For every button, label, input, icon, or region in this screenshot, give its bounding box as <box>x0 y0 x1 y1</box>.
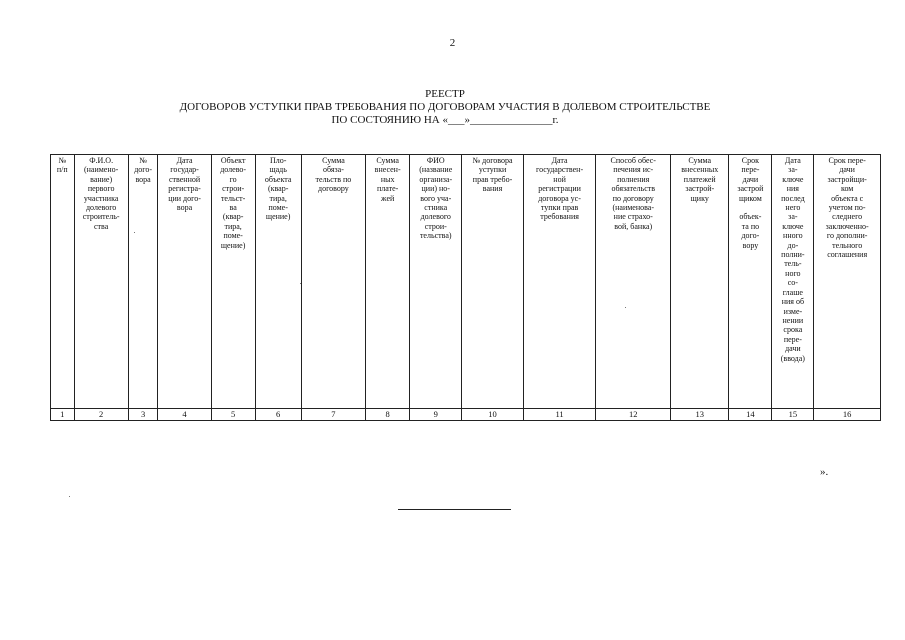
column-number: 12 <box>596 409 671 421</box>
column-number: 8 <box>366 409 410 421</box>
column-number: 4 <box>158 409 211 421</box>
column-number: 16 <box>814 409 881 421</box>
column-header-text: № договора уступки прав требо- вания <box>472 156 513 194</box>
closing-quote: ». <box>820 466 829 478</box>
column-header-text: Способ обес- печения ис- полнения обязательств по договору (наименова- ние страхо- вой, банка) <box>610 156 656 231</box>
column-header-text: Срок пере- дачи застройщи- ком объекта с учетом по- следнего заключенно- го дополни- тельного соглашения <box>825 156 869 260</box>
column-number: 3 <box>128 409 158 421</box>
column-header <box>729 155 772 409</box>
column-header <box>366 155 410 409</box>
registry-table <box>50 154 881 421</box>
column-header <box>596 155 671 409</box>
column-header-text: № п/п <box>56 156 68 175</box>
scan-speck <box>625 307 626 308</box>
column-number: 5 <box>211 409 255 421</box>
title-subject: ДОГОВОРОВ УСТУПКИ ПРАВ ТРЕБОВАНИЯ ПО ДОГОВОРАМ УЧАСТИЯ В ДОЛЕВОМ СТРОИТЕЛЬСТВЕ <box>179 101 711 113</box>
column-header <box>462 155 523 409</box>
column-number: 2 <box>74 409 128 421</box>
column-header-text: Срок пере- дачи застрой щиком объек- та по дого- вору <box>737 156 764 250</box>
scan-speck <box>69 496 70 497</box>
column-header <box>814 155 881 409</box>
scan-speck <box>300 283 301 284</box>
header-row <box>51 155 881 409</box>
column-header <box>74 155 128 409</box>
column-header <box>128 155 158 409</box>
column-header <box>410 155 462 409</box>
column-header-text: Сумма обяза- тельств по договору <box>315 156 352 194</box>
title-registry: РЕЕСТР <box>425 88 465 100</box>
column-header <box>523 155 596 409</box>
column-header <box>211 155 255 409</box>
column-header-text: Объект долево- го строи- тельст- ва (квар- тира, поме- щение) <box>220 156 247 250</box>
column-header <box>158 155 211 409</box>
column-header-text: Дата государствен- ной регистрации договора ус- тупки прав требования <box>536 156 584 222</box>
scan-speck <box>134 232 135 233</box>
column-header <box>772 155 814 409</box>
column-header <box>671 155 729 409</box>
column-header-text: Дата государ- ственной регистра- ции дого- вора <box>168 156 201 213</box>
column-header <box>301 155 365 409</box>
column-number: 15 <box>772 409 814 421</box>
column-header <box>51 155 75 409</box>
signature-line <box>398 509 511 510</box>
column-number: 10 <box>462 409 523 421</box>
column-number: 7 <box>301 409 365 421</box>
column-header-text: ФИО (название организа- ции) но- вого уча- стника долевого строи- тельства) <box>419 156 453 241</box>
column-header-text: Ф.И.О. (наимено- вание) первого участника долевого строитель- ства <box>82 156 120 231</box>
column-header <box>255 155 301 409</box>
column-number: 6 <box>255 409 301 421</box>
column-header-text: Сумма внесен- ных плате- жей <box>374 156 401 203</box>
column-number: 1 <box>51 409 75 421</box>
column-header-text: Дата за- ключе ния послед него за- ключе нного до- полни- тель- ного со- глаше ния об изме- нении срока пере- дачи (ввода) <box>780 156 805 363</box>
column-number: 14 <box>729 409 772 421</box>
title-as-of-date: ПО СОСТОЯНИЮ НА «___»_______________г. <box>331 114 559 126</box>
column-header-text: Пло- щадь объекта (квар- тира, поме- щение) <box>264 156 292 222</box>
column-number: 9 <box>410 409 462 421</box>
column-header-text: Сумма внесенных платежей застрой- щику <box>681 156 719 203</box>
document-title <box>0 88 890 127</box>
column-header-text: № дого- вора <box>134 156 153 184</box>
column-number: 13 <box>671 409 729 421</box>
column-number: 11 <box>523 409 596 421</box>
column-number-row <box>51 409 881 421</box>
page-number: 2 <box>449 37 456 49</box>
